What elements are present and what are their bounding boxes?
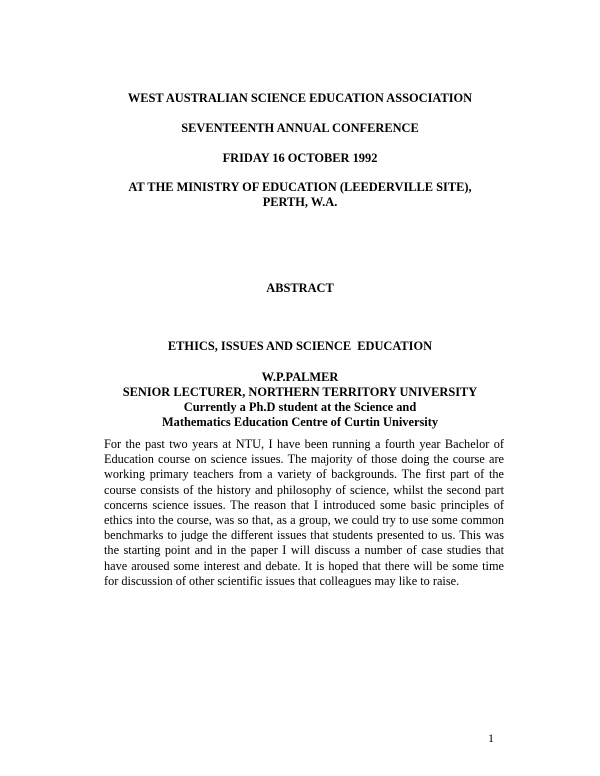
organization-heading [0, 91, 600, 106]
conference-venue [0, 180, 600, 210]
paper-title-text: ETHICS, ISSUES AND SCIENCE EDUCATION [167, 339, 433, 353]
venue-line-1: AT THE MINISTRY OF EDUCATION (LEEDERVILLE SITE), [128, 180, 472, 194]
abstract-body: For the past two years at NTU, I have been running a fourth year Bachelor of Education course on science issues. The majority of those doing the course are working primary teachers from a variety of backgrounds. The first part of the course consists of the history and philosophy of science, whilst the second part concerns science issues. The reason that I introduced some basic principles of ethics into the course, was so that, as a group, we could try to use some common benchmarks to judge the different issues that students presented to us. This was the starting point and in the paper I will discuss a number of case studies that have aroused some interest and debate. It is hoped that there will be some time for discussion of other scientific issues that colleagues may like to raise. [104, 437, 504, 588]
author-block [0, 370, 600, 430]
author-name: W.P.PALMER [261, 370, 339, 384]
author-affiliation-line-1: Currently a Ph.D student at the Science and [183, 400, 417, 414]
abstract-heading [0, 281, 600, 296]
conference-heading [0, 121, 600, 136]
page-number: 1 [488, 731, 494, 745]
conference-date-text: FRIDAY 16 OCTOBER 1992 [222, 151, 378, 165]
conference-date [0, 151, 600, 166]
venue-line-2: PERTH, W.A. [262, 195, 338, 209]
abstract-heading-text: ABSTRACT [266, 281, 334, 295]
author-position: SENIOR LECTURER, NORTHERN TERRITORY UNIVERSITY [122, 385, 478, 399]
paper-title [0, 339, 600, 354]
organization-name: WEST AUSTRALIAN SCIENCE EDUCATION ASSOCIATION [127, 91, 473, 105]
conference-name: SEVENTEENTH ANNUAL CONFERENCE [181, 121, 419, 135]
author-affiliation-line-2: Mathematics Education Centre of Curtin University [161, 415, 439, 429]
